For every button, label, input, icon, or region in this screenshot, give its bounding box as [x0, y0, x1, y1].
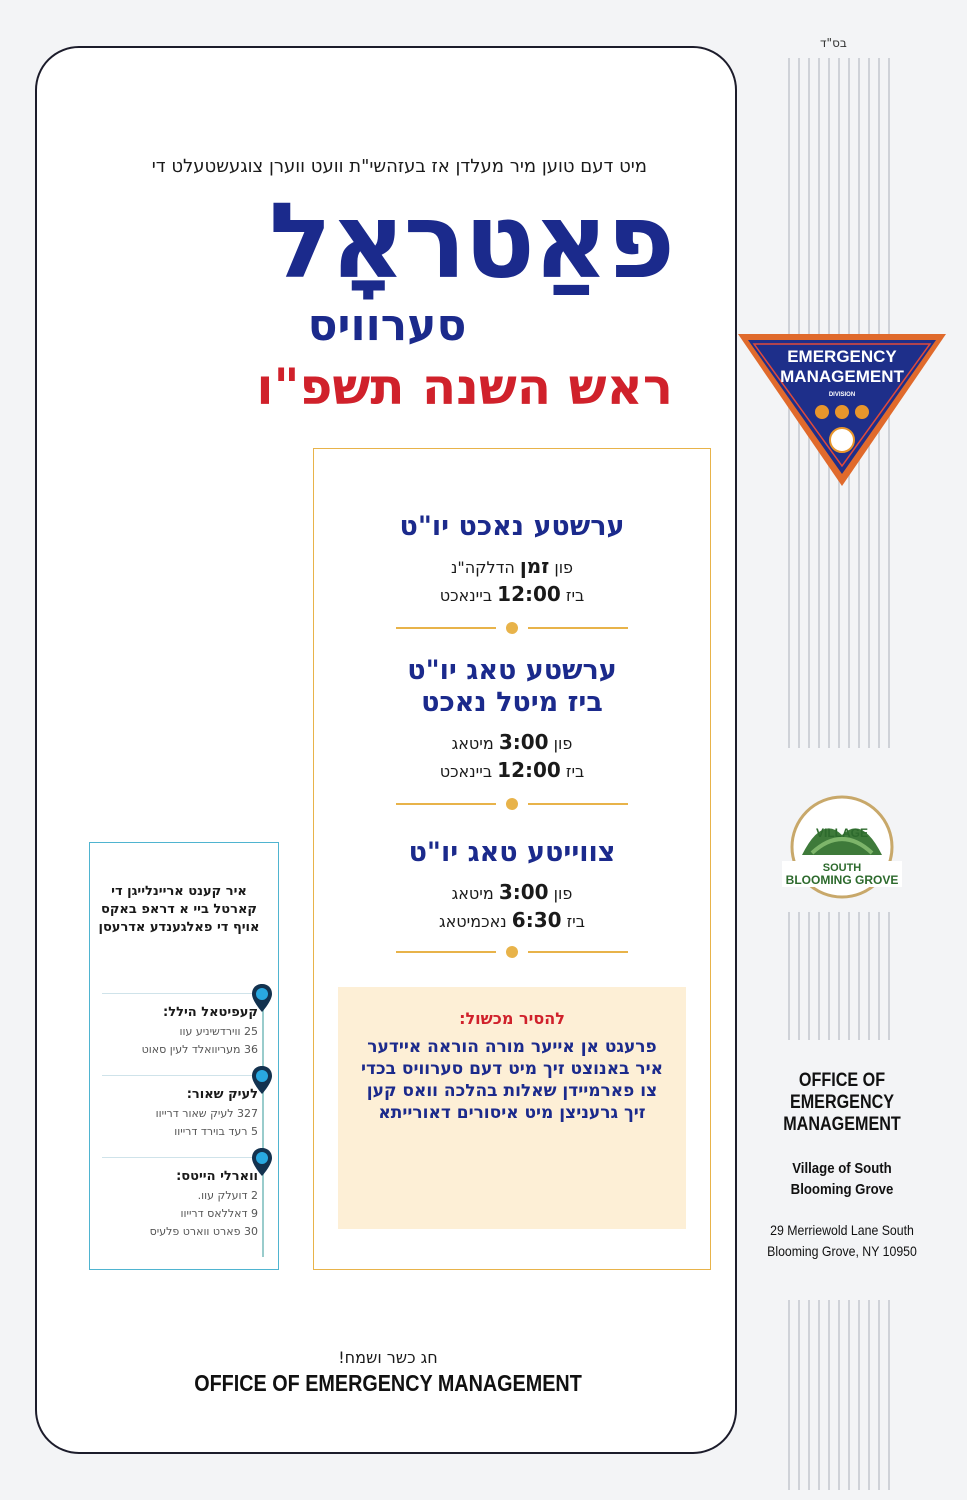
side-oem-line: EMERGENCY	[789, 1092, 895, 1113]
side-village-line: Village of South	[792, 1160, 892, 1177]
bsd-mark: בס"ד	[820, 36, 847, 50]
timeline-line	[262, 993, 264, 1257]
address-line: Blooming Grove, NY 10950	[767, 1243, 917, 1259]
location-name: לעיק שאור:	[186, 1087, 258, 1102]
location-address: 25 ווירדשיניע עוו	[179, 1025, 258, 1038]
schedule-box	[313, 448, 711, 1270]
side-oem-line: OFFICE OF	[798, 1070, 886, 1091]
gold-divider	[396, 621, 628, 635]
location-address: 30 פארט ווארט פלעיס	[149, 1225, 258, 1238]
side-oem-line: MANAGEMENT	[783, 1114, 901, 1135]
badge-text: EMERGENCY	[787, 347, 897, 366]
village-seal-icon	[830, 428, 854, 452]
side-village-name	[766, 1158, 917, 1200]
decorative-stripes	[788, 1300, 896, 1490]
police-icon	[855, 405, 869, 419]
flyer-card	[35, 46, 737, 1454]
schedule-line: ביז 6:30 נאכמיטאג	[439, 908, 585, 932]
ambulance-icon	[815, 405, 829, 419]
village-logo-text: VILLAGE	[815, 826, 869, 840]
fire-icon	[835, 405, 849, 419]
village-logo-text: BLOOMING GROVE	[785, 873, 899, 887]
schedule-block-3	[314, 837, 710, 935]
note-heading: להסיר מכשול:	[459, 1009, 565, 1028]
divider	[102, 1157, 252, 1158]
badge-text: MANAGEMENT	[780, 367, 904, 386]
location-address: 36 מעריוואלד לעין סאוט	[141, 1043, 258, 1056]
location-address: 327 לעיק שאור דרייוו	[155, 1107, 258, 1120]
note-body: פרעגט אן אייער מורה הוראה איידער איר באנוצט זיך מיט דעם סערוויס בכדי צו פארמיידן שאלות בהלכה וואס קען זיך גרעניצן מיט איסורים דאורייתא	[360, 1037, 664, 1123]
footer-title: OFFICE OF EMERGENCY MANAGEMENT	[194, 1370, 582, 1396]
dropoff-intro: איר קענט אריינלייגן די קארטל ביי א דראפ באקס אויף די פאלגענדע אדרעסן	[98, 884, 260, 935]
location-address: 5 רעד בוירד דרייוו	[174, 1125, 258, 1138]
schedule-heading: ערשטע טאג יו"ט	[407, 655, 617, 686]
divider	[102, 1075, 252, 1076]
village-logo-text: SOUTH	[822, 862, 862, 874]
schedule-block-2	[314, 655, 710, 785]
location-address: 9 דאללאס דרייוו	[180, 1207, 258, 1220]
intro-text: מיט דעם טוען מיר מעלדן אז בעזהשי"ת וועט ווערן צוגעשטעלט די	[151, 156, 647, 177]
schedule-line: פון 3:00 מיטאג	[451, 880, 573, 904]
gold-divider	[396, 797, 628, 811]
dropoff-location	[98, 1167, 258, 1241]
side-oem-title	[769, 1070, 915, 1136]
decorative-stripes	[788, 912, 896, 1040]
location-name: ווארלי הייטס:	[176, 1169, 258, 1184]
halacha-note	[338, 987, 686, 1229]
schedule-line: פון זמן הדלקה"נ	[450, 554, 574, 578]
greeting: חג כשר ושמח!	[338, 1348, 438, 1367]
schedule-heading: ערשטע נאכט יו"ט	[399, 511, 625, 542]
location-address: 2 דועלק עוו.	[197, 1189, 258, 1202]
village-logo	[782, 795, 902, 905]
badge-text: DIVISION	[828, 392, 856, 398]
schedule-line: ביז 12:00 ביינאכט	[439, 582, 585, 606]
schedule-heading-2: ביז מיטל נאכט	[421, 687, 603, 718]
dropoff-location	[98, 1085, 258, 1141]
schedule-heading: צווייטע טאג יו"ט	[408, 837, 616, 868]
holiday-title: ראש השנה תשפ"ו	[256, 358, 673, 416]
dropoff-location	[98, 1003, 258, 1059]
location-name: קעפיטאל הילל:	[163, 1005, 258, 1020]
title: פאַטראָל	[269, 180, 673, 302]
gold-divider	[396, 945, 628, 959]
emergency-management-badge	[736, 332, 948, 488]
dropoff-box	[89, 842, 279, 1270]
side-village-line: Blooming Grove	[790, 1181, 894, 1198]
schedule-line: פון 3:00 מיטאג	[451, 730, 573, 754]
side-address	[766, 1220, 917, 1262]
address-line: 29 Merriewold Lane South	[770, 1222, 914, 1238]
subtitle: סערוויס	[307, 300, 467, 351]
divider	[102, 993, 252, 994]
schedule-line: ביז 12:00 ביינאכט	[439, 758, 585, 782]
schedule-block-1	[314, 511, 710, 609]
